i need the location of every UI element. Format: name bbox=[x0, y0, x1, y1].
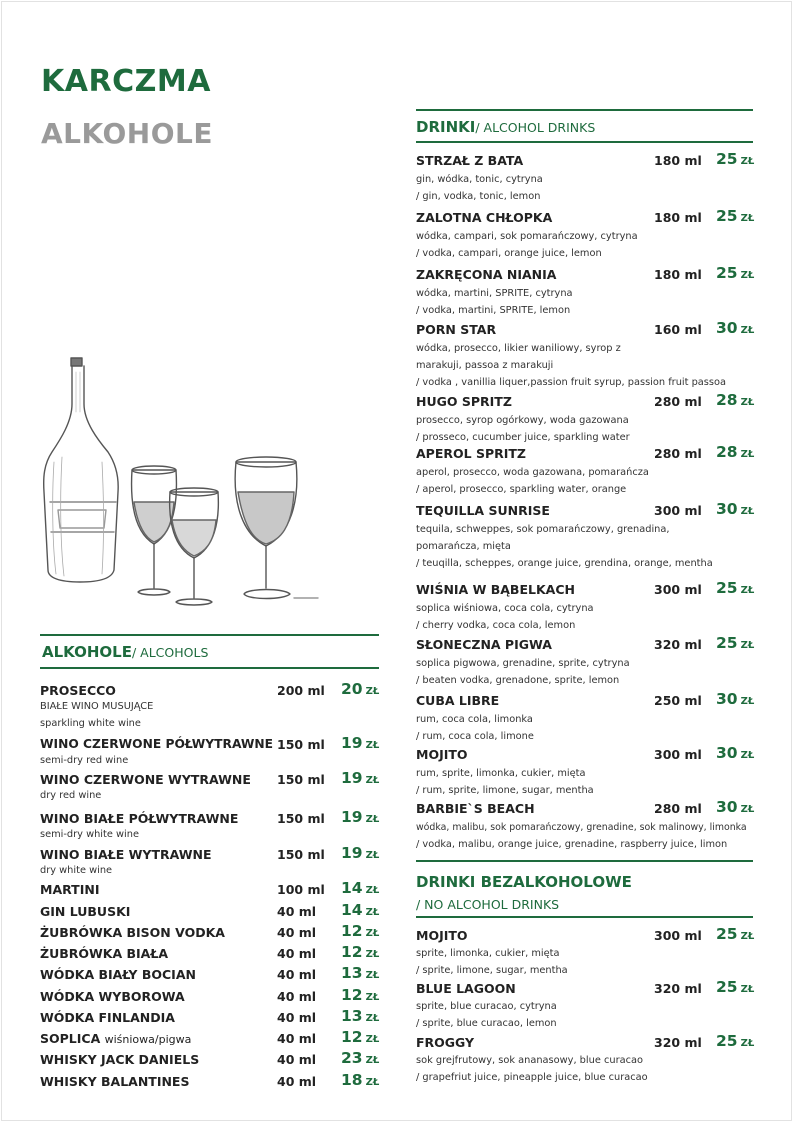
item-currency: ZŁ bbox=[365, 949, 380, 960]
item-name-text: CUBA LIBRE bbox=[416, 693, 500, 708]
item-currency: ZŁ bbox=[365, 1013, 380, 1024]
item-price bbox=[341, 901, 379, 919]
item-name-text: MOJITO bbox=[416, 747, 468, 762]
item-volume: 40 ml bbox=[277, 989, 317, 1004]
item-name bbox=[40, 1010, 175, 1025]
item-price-value: 12 bbox=[341, 943, 363, 961]
item-price bbox=[341, 680, 379, 698]
item-name-text: WINO CZERWONE PÓŁWYTRAWNE bbox=[40, 737, 274, 751]
item-name bbox=[416, 693, 499, 708]
item-currency: ZŁ bbox=[740, 984, 755, 995]
item-volume: 40 ml bbox=[277, 925, 317, 940]
item-currency: ZŁ bbox=[365, 885, 380, 896]
item-price bbox=[716, 690, 754, 708]
item-price bbox=[716, 150, 754, 168]
item-price-value: 30 bbox=[716, 319, 738, 337]
item-price-value: 14 bbox=[341, 901, 363, 919]
item-price bbox=[341, 844, 379, 862]
item-description: / aperol, prosecco, sparkling water, orange bbox=[416, 484, 627, 495]
item-name bbox=[416, 267, 556, 282]
item-currency: ZŁ bbox=[740, 931, 755, 942]
item-volume: 180 ml bbox=[654, 153, 702, 168]
item-name-text: STRZAŁ Z BATA bbox=[416, 153, 524, 168]
item-price bbox=[716, 1032, 754, 1050]
item-currency: ZŁ bbox=[365, 686, 380, 697]
item-name-text: BLUE LAGOON bbox=[416, 981, 516, 996]
noalcohol-heading bbox=[416, 873, 632, 891]
item-price-value: 30 bbox=[716, 500, 738, 518]
item-currency: ZŁ bbox=[365, 850, 380, 861]
item-name bbox=[40, 1074, 189, 1089]
item-description: sok grejfrutowy, sok ananasowy, blue curacao bbox=[416, 1055, 643, 1066]
item-currency: ZŁ bbox=[740, 449, 755, 460]
item-name-text: APEROL SPRITZ bbox=[416, 446, 526, 461]
item-price bbox=[716, 798, 754, 816]
item-name-text: TEQUILLA SUNRISE bbox=[416, 503, 550, 518]
item-price bbox=[716, 925, 754, 943]
item-currency: ZŁ bbox=[365, 814, 380, 825]
item-price-value: 30 bbox=[716, 744, 738, 762]
item-volume: 300 ml bbox=[654, 582, 702, 597]
item-name-text: WHISKY JACK DANIELS bbox=[40, 1052, 200, 1067]
item-price-value: 19 bbox=[341, 769, 363, 787]
item-name bbox=[40, 946, 168, 961]
item-name bbox=[416, 322, 496, 337]
drinks-bottom-rule bbox=[416, 141, 753, 143]
item-volume: 320 ml bbox=[654, 1035, 702, 1050]
item-price-value: 20 bbox=[341, 680, 363, 698]
item-name bbox=[416, 394, 512, 409]
noalcohol-subheading bbox=[416, 897, 559, 913]
drinks-column bbox=[416, 0, 754, 1122]
item-currency: ZŁ bbox=[365, 1034, 380, 1045]
item-name-text: MARTINI bbox=[40, 882, 100, 897]
noalcohol-top-rule bbox=[416, 860, 753, 862]
item-name-text: WINO BIAŁE PÓŁWYTRAWNE bbox=[40, 811, 239, 826]
drinks-heading-sub: / ALCOHOL DRINKS bbox=[475, 120, 596, 135]
item-price bbox=[341, 879, 379, 897]
item-name-text: PORN STAR bbox=[416, 322, 497, 337]
page-title: KARCZMA bbox=[41, 64, 211, 99]
alcohols-heading bbox=[42, 643, 208, 661]
item-price-value: 25 bbox=[716, 925, 738, 943]
item-name bbox=[40, 737, 273, 751]
item-name bbox=[416, 637, 552, 652]
drinks-top-rule bbox=[416, 109, 753, 111]
item-name bbox=[40, 847, 212, 862]
item-price-value: 28 bbox=[716, 391, 738, 409]
alcohols-bottom-rule bbox=[40, 667, 379, 669]
item-volume: 150 ml bbox=[277, 772, 325, 787]
item-currency: ZŁ bbox=[740, 397, 755, 408]
item-name-text: PROSECCO bbox=[40, 683, 116, 698]
item-volume: 320 ml bbox=[654, 637, 702, 652]
alcohols-top-rule bbox=[40, 634, 379, 636]
item-name bbox=[40, 772, 251, 787]
item-price bbox=[716, 264, 754, 282]
item-volume: 40 ml bbox=[277, 1010, 317, 1025]
item-name-text: HUGO SPRITZ bbox=[416, 394, 512, 409]
item-name bbox=[416, 582, 575, 597]
item-name-text: WINO CZERWONE WYTRAWNE bbox=[40, 772, 251, 787]
item-price-value: 19 bbox=[341, 734, 363, 752]
item-name-text: WHISKY BALANTINES bbox=[40, 1074, 190, 1089]
item-name bbox=[416, 747, 468, 762]
item-price bbox=[716, 443, 754, 461]
item-currency: ZŁ bbox=[365, 1077, 380, 1088]
alcohols-heading-sub: / ALCOHOLS bbox=[131, 645, 209, 660]
item-name-text: FROGGY bbox=[416, 1035, 475, 1050]
item-name bbox=[416, 801, 535, 816]
page-subtitle: ALKOHOLE bbox=[41, 117, 213, 150]
item-description: / vodka, martini, SPRITE, lemon bbox=[416, 305, 571, 316]
item-description: pomarańcza, mięta bbox=[416, 541, 511, 552]
item-currency: ZŁ bbox=[740, 325, 755, 336]
item-volume: 150 ml bbox=[277, 847, 325, 862]
item-price bbox=[716, 744, 754, 762]
item-price-value: 19 bbox=[341, 844, 363, 862]
item-description: sparkling white wine bbox=[40, 718, 141, 729]
item-currency: ZŁ bbox=[365, 740, 380, 751]
item-currency: ZŁ bbox=[365, 907, 380, 918]
item-currency: ZŁ bbox=[740, 156, 755, 167]
noalcohol-bottom-rule bbox=[416, 916, 753, 918]
item-currency: ZŁ bbox=[365, 992, 380, 1003]
item-description: gin, wódka, tonic, cytryna bbox=[416, 174, 543, 185]
item-name-text: ZALOTNA CHŁOPKA bbox=[416, 210, 553, 225]
item-currency: ZŁ bbox=[740, 696, 755, 707]
item-name-text: WÓDKA FINLANDIA bbox=[40, 1010, 175, 1025]
item-name-text: SOPLICA bbox=[40, 1031, 101, 1046]
item-volume: 40 ml bbox=[277, 1031, 317, 1046]
item-volume: 40 ml bbox=[277, 967, 317, 982]
item-price-value: 25 bbox=[716, 264, 738, 282]
item-volume: 160 ml bbox=[654, 322, 702, 337]
item-price-value: 25 bbox=[716, 978, 738, 996]
item-price bbox=[341, 808, 379, 826]
item-volume: 300 ml bbox=[654, 928, 702, 943]
item-price bbox=[341, 769, 379, 787]
item-description: / gin, vodka, tonic, lemon bbox=[416, 191, 541, 202]
item-currency: ZŁ bbox=[365, 775, 380, 786]
item-name bbox=[40, 925, 225, 940]
item-description: / cherry vodka, coca cola, lemon bbox=[416, 620, 576, 631]
item-name-text: GIN LUBUSKI bbox=[40, 904, 131, 919]
item-price bbox=[716, 579, 754, 597]
item-volume: 150 ml bbox=[277, 737, 325, 752]
item-volume: 40 ml bbox=[277, 904, 317, 919]
item-price bbox=[341, 1049, 379, 1067]
item-name-text: WÓDKA BIAŁY BOCIAN bbox=[40, 967, 196, 982]
item-currency: ZŁ bbox=[740, 506, 755, 517]
item-price-value: 19 bbox=[341, 808, 363, 826]
item-name bbox=[40, 1031, 191, 1046]
item-description: aperol, prosecco, woda gazowana, pomarańcza bbox=[416, 467, 649, 478]
item-description: / rum, sprite, limone, sugar, mentha bbox=[416, 785, 594, 796]
item-price bbox=[341, 1028, 379, 1046]
item-description: rum, sprite, limonka, cukier, mięta bbox=[416, 768, 586, 779]
item-currency: ZŁ bbox=[740, 640, 755, 651]
item-price-value: 13 bbox=[341, 1007, 363, 1025]
item-volume: 180 ml bbox=[654, 210, 702, 225]
noalcohol-heading-sub: / NO ALCOHOL DRINKS bbox=[416, 897, 560, 912]
alcohols-heading-title: ALKOHOLE bbox=[42, 643, 132, 661]
item-description: soplica wiśniowa, coca cola, cytryna bbox=[416, 603, 594, 614]
item-price bbox=[341, 734, 379, 752]
item-name-text: ZAKRĘCONA NIANIA bbox=[416, 267, 557, 282]
item-price bbox=[716, 391, 754, 409]
noalcohol-heading-title: DRINKI BEZALKOHOLOWE bbox=[416, 873, 632, 891]
item-description: dry red wine bbox=[40, 790, 102, 801]
item-name bbox=[40, 811, 238, 826]
item-description: / beaten vodka, grenadone, sprite, lemon bbox=[416, 675, 620, 686]
item-description: / rum, coca cola, limone bbox=[416, 731, 534, 742]
item-price bbox=[341, 986, 379, 1004]
item-price bbox=[716, 500, 754, 518]
item-volume: 250 ml bbox=[654, 693, 702, 708]
item-name bbox=[416, 153, 523, 168]
item-volume: 180 ml bbox=[654, 267, 702, 282]
item-volume: 100 ml bbox=[277, 882, 325, 897]
item-name bbox=[416, 928, 468, 943]
item-price bbox=[341, 922, 379, 940]
item-description: / vodka, campari, orange juice, lemon bbox=[416, 248, 602, 259]
item-description: sprite, blue curacao, cytryna bbox=[416, 1001, 557, 1012]
item-currency: ZŁ bbox=[740, 270, 755, 281]
item-price bbox=[716, 207, 754, 225]
item-price-value: 25 bbox=[716, 207, 738, 225]
item-name-text: MOJITO bbox=[416, 928, 468, 943]
item-name bbox=[40, 882, 99, 897]
item-name bbox=[416, 1035, 474, 1050]
item-description: wódka, prosecco, likier waniliowy, syrop z bbox=[416, 343, 621, 354]
drinks-heading-title: DRINKI bbox=[416, 118, 476, 136]
item-description: marakuji, passoa z marakuji bbox=[416, 360, 554, 371]
item-name-text: SŁONECZNA PIGWA bbox=[416, 637, 552, 652]
item-price-value: 14 bbox=[341, 879, 363, 897]
item-volume: 280 ml bbox=[654, 801, 702, 816]
item-description: / prosseco, cucumber juice, sparkling water bbox=[416, 432, 630, 443]
item-name-text: WINO BIAŁE WYTRAWNE bbox=[40, 847, 212, 862]
item-price bbox=[341, 943, 379, 961]
item-name bbox=[416, 503, 550, 518]
item-name-text: ŻUBRÓWKA BIAŁA bbox=[40, 946, 169, 961]
item-description: semi-dry red wine bbox=[40, 755, 129, 766]
item-price-value: 23 bbox=[341, 1049, 363, 1067]
item-name-text: WÓDKA WYBOROWA bbox=[40, 989, 185, 1004]
item-currency: ZŁ bbox=[740, 804, 755, 815]
item-name bbox=[416, 210, 552, 225]
item-currency: ZŁ bbox=[365, 928, 380, 939]
item-description: wódka, martini, SPRITE, cytryna bbox=[416, 288, 573, 299]
alcohols-column bbox=[40, 0, 380, 1122]
item-name bbox=[416, 446, 526, 461]
item-price-value: 30 bbox=[716, 798, 738, 816]
item-description: dry white wine bbox=[40, 865, 113, 876]
item-name bbox=[40, 989, 185, 1004]
item-currency: ZŁ bbox=[740, 1038, 755, 1049]
item-note: wiśniowa/pigwa bbox=[104, 1033, 192, 1046]
item-description: semi-dry white wine bbox=[40, 829, 139, 840]
item-name bbox=[416, 981, 516, 996]
item-description: / vodka , vanillia liquer,passion fruit syrup, passion fruit passoa bbox=[416, 377, 727, 388]
item-price bbox=[716, 319, 754, 337]
item-price bbox=[716, 634, 754, 652]
drinks-heading bbox=[416, 118, 595, 136]
item-volume: 280 ml bbox=[654, 394, 702, 409]
item-name-text: WIŚNIA W BĄBELKACH bbox=[416, 582, 575, 597]
item-volume: 200 ml bbox=[277, 683, 325, 698]
item-name bbox=[40, 904, 130, 919]
item-volume: 150 ml bbox=[277, 811, 325, 826]
item-currency: ZŁ bbox=[365, 1055, 380, 1066]
item-currency: ZŁ bbox=[365, 970, 380, 981]
item-name-text: ŻUBRÓWKA BISON VODKA bbox=[40, 925, 225, 940]
item-name bbox=[40, 683, 116, 698]
item-price-value: 18 bbox=[341, 1071, 363, 1089]
item-name-text: BARBIE`S BEACH bbox=[416, 801, 535, 816]
item-volume: 40 ml bbox=[277, 1074, 317, 1089]
item-description: sprite, limonka, cukier, mięta bbox=[416, 948, 560, 959]
item-name bbox=[40, 1052, 199, 1067]
item-description: / sprite, blue curacao, lemon bbox=[416, 1018, 557, 1029]
item-currency: ZŁ bbox=[740, 585, 755, 596]
item-price bbox=[716, 978, 754, 996]
item-description: prosecco, syrop ogórkowy, woda gazowana bbox=[416, 415, 629, 426]
item-description: / teuqilla, scheppes, orange juice, grendina, orange, mentha bbox=[416, 558, 713, 569]
item-description: soplica pigwowa, grenadine, sprite, cytryna bbox=[416, 658, 630, 669]
item-volume: 40 ml bbox=[277, 1052, 317, 1067]
item-price-value: 25 bbox=[716, 150, 738, 168]
item-price-value: 28 bbox=[716, 443, 738, 461]
item-price bbox=[341, 1007, 379, 1025]
item-volume: 280 ml bbox=[654, 446, 702, 461]
item-volume: 40 ml bbox=[277, 946, 317, 961]
item-price bbox=[341, 964, 379, 982]
item-description: / grapefriut juice, pineapple juice, blue curacao bbox=[416, 1072, 648, 1083]
item-name bbox=[40, 967, 196, 982]
item-price-value: 13 bbox=[341, 964, 363, 982]
item-volume: 300 ml bbox=[654, 503, 702, 518]
item-price-value: 12 bbox=[341, 1028, 363, 1046]
item-price-value: 25 bbox=[716, 1032, 738, 1050]
item-price bbox=[341, 1071, 379, 1089]
item-description: / sprite, limone, sugar, mentha bbox=[416, 965, 568, 976]
item-description: wódka, malibu, sok pomarańczowy, grenadine, sok malinowy, limonka bbox=[416, 822, 747, 833]
item-description: tequila, schweppes, sok pomarańczowy, grenadina, bbox=[416, 524, 670, 535]
item-price-value: 25 bbox=[716, 634, 738, 652]
item-description: rum, coca cola, limonka bbox=[416, 714, 533, 725]
item-volume: 300 ml bbox=[654, 747, 702, 762]
item-price-value: 25 bbox=[716, 579, 738, 597]
item-currency: ZŁ bbox=[740, 750, 755, 761]
item-price-value: 30 bbox=[716, 690, 738, 708]
item-price-value: 12 bbox=[341, 922, 363, 940]
item-description: wódka, campari, sok pomarańczowy, cytryna bbox=[416, 231, 638, 242]
item-price-value: 12 bbox=[341, 986, 363, 1004]
item-volume: 320 ml bbox=[654, 981, 702, 996]
item-currency: ZŁ bbox=[740, 213, 755, 224]
item-description: / vodka, malibu, orange juice, grenadine, raspberry juice, limon bbox=[416, 839, 728, 850]
item-description: BIAŁE WINO MUSUJĄCE bbox=[40, 701, 154, 712]
